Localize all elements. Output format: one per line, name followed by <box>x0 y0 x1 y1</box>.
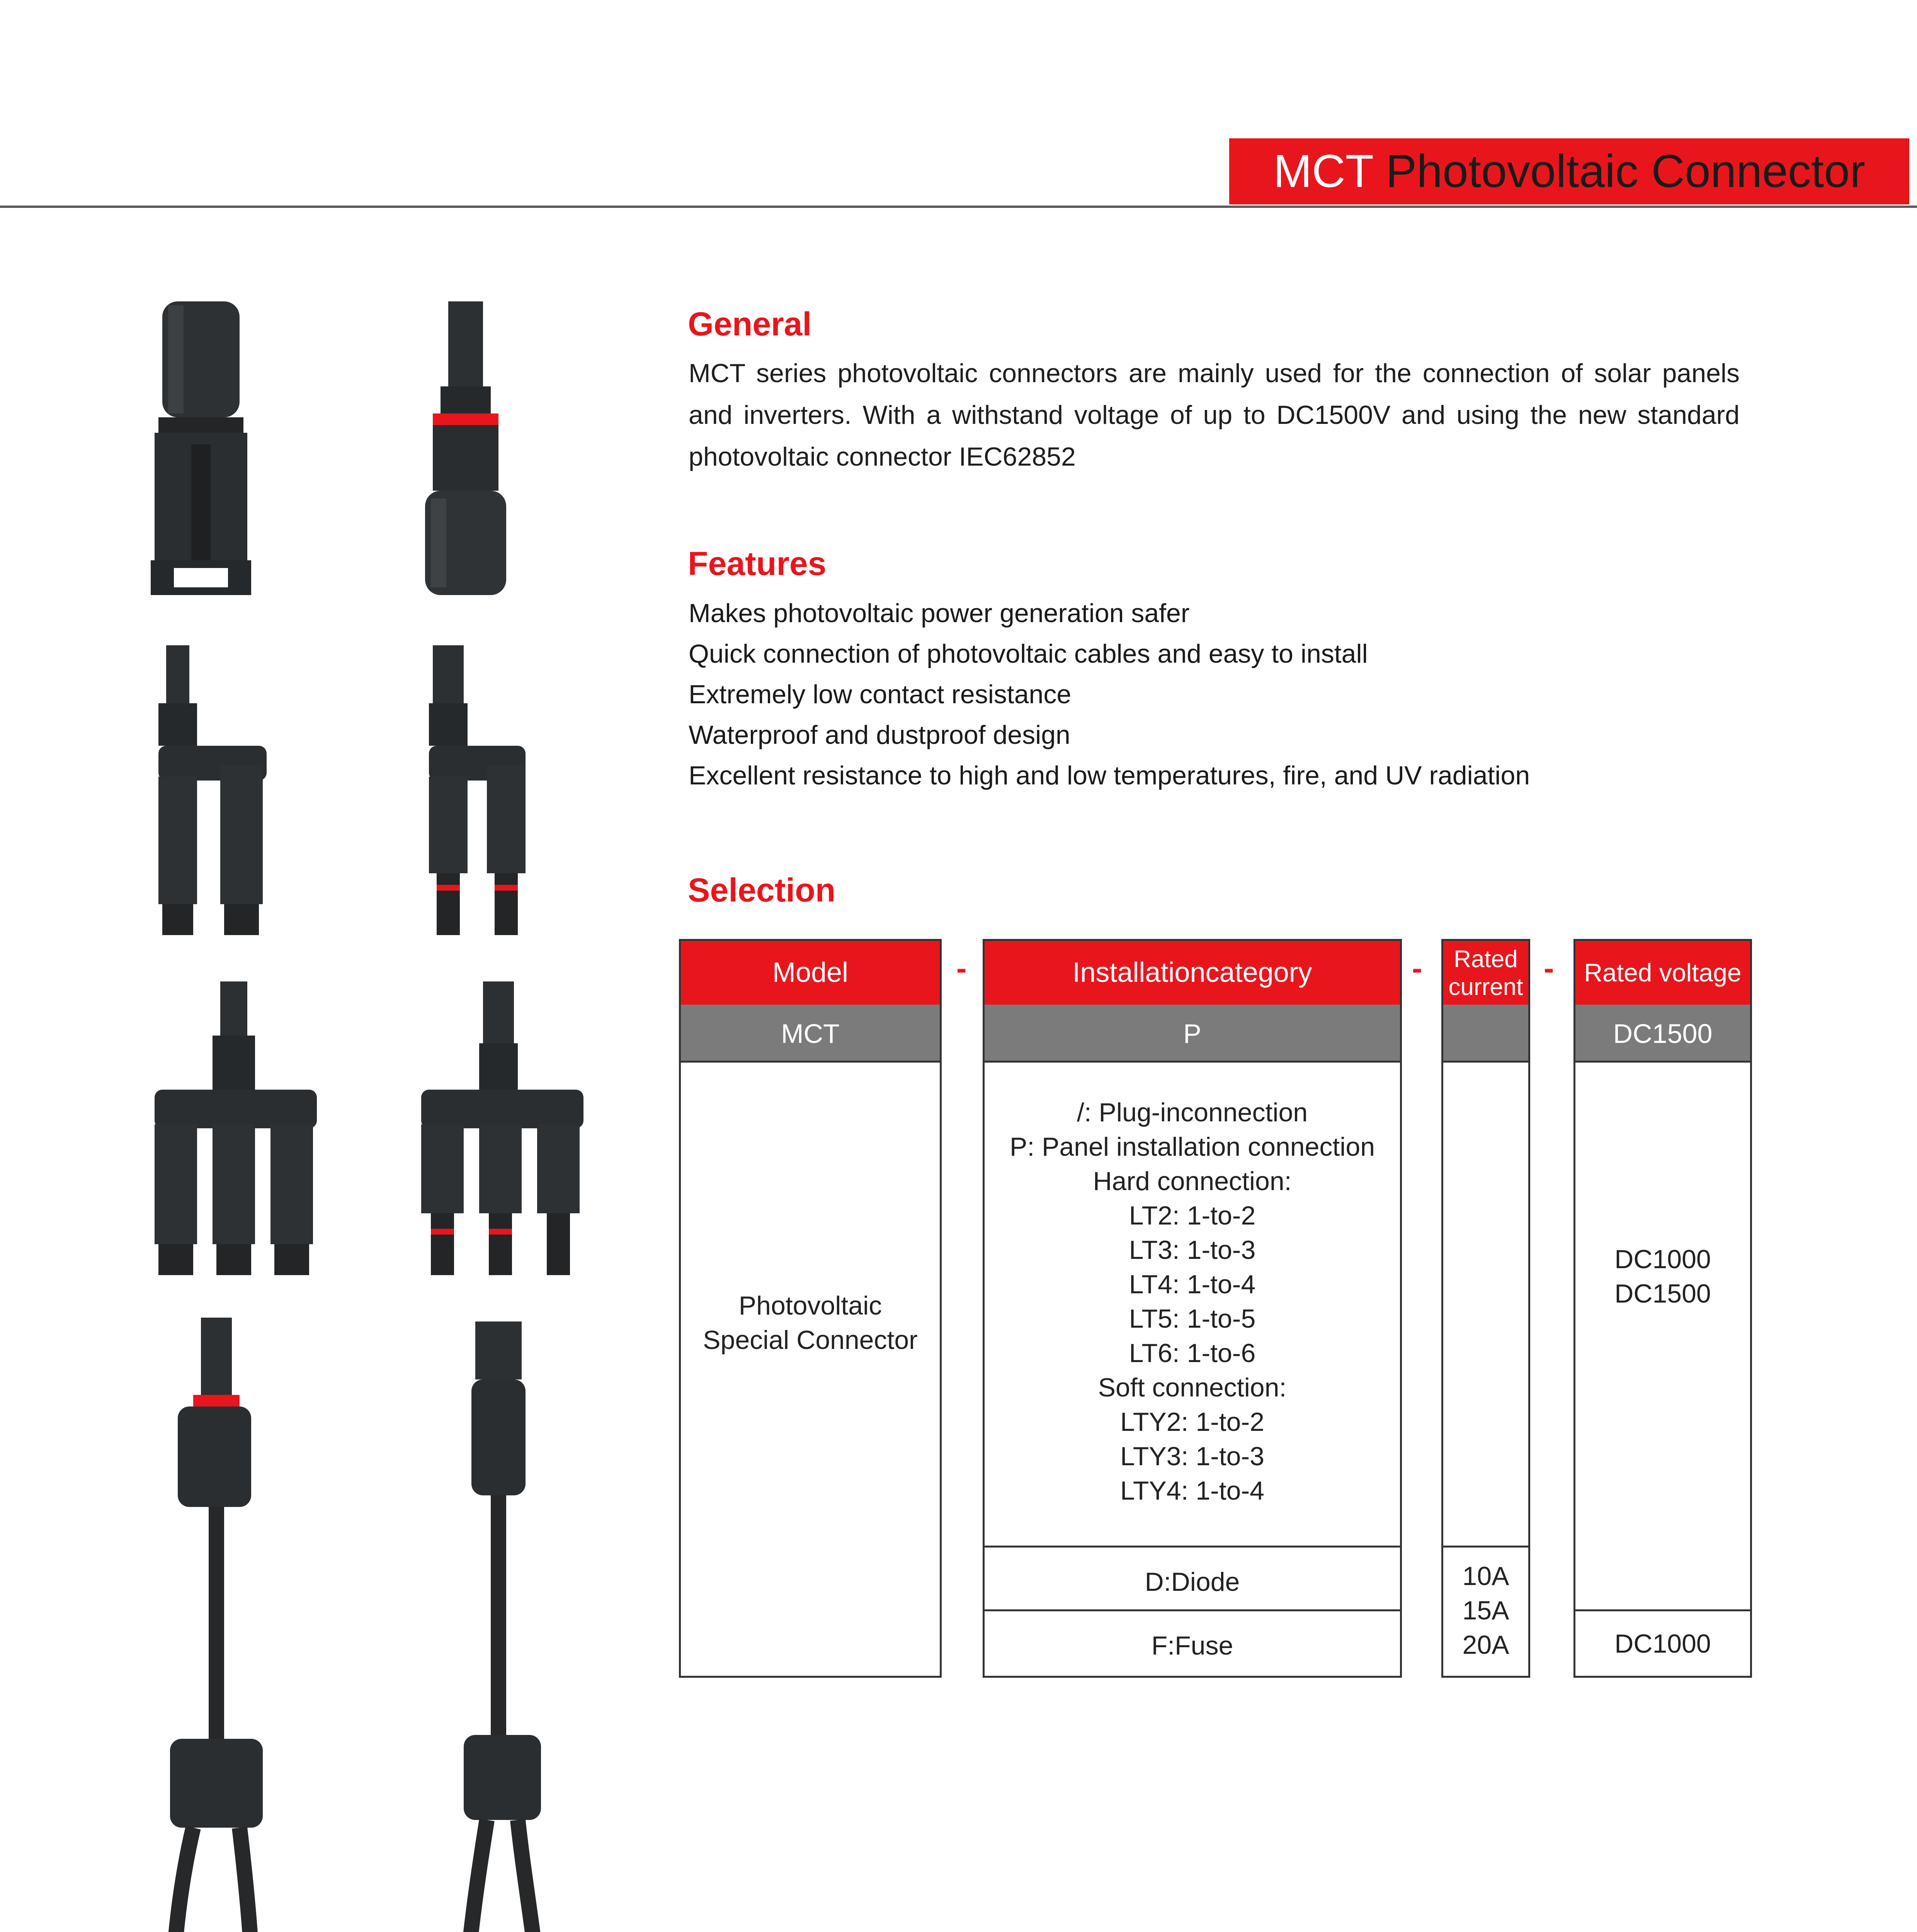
feature-item: Waterproof and dustproof design <box>689 720 1070 750</box>
voltage-column <box>1573 939 1752 1678</box>
installation-diode: D:Diode <box>1145 1567 1240 1597</box>
header-rule <box>0 206 1917 208</box>
feature-item: Excellent resistance to high and low temperatures, fire, and UV radiation <box>689 761 1530 790</box>
model-description-line-1: Photovoltaic <box>738 1291 882 1320</box>
installation-line: Soft connection: <box>1098 1373 1287 1402</box>
features-list <box>689 593 1530 796</box>
voltage-header: Rated voltage <box>1575 941 1750 1005</box>
general-heading: General <box>688 306 812 343</box>
t-branch-2-male-image <box>417 638 533 939</box>
y-cable-female-image <box>147 1314 309 1932</box>
separator-dash: - <box>1412 951 1422 985</box>
installation-line: LTY4: 1-to-4 <box>1120 1476 1264 1505</box>
male-connector-image <box>417 298 514 599</box>
current-header-line-1: Rated <box>1454 946 1518 973</box>
model-header: Model <box>681 941 940 1005</box>
features-heading: Features <box>688 545 827 582</box>
voltage-code: DC1500 <box>1575 1005 1750 1063</box>
row-divider <box>985 1609 1400 1611</box>
model-code: MCT <box>681 1005 940 1063</box>
row-divider <box>985 1546 1400 1548</box>
installation-header: Installationcategory <box>985 941 1400 1005</box>
y-cable-male-image <box>417 1314 587 1932</box>
installation-line: LT6: 1-to-6 <box>1129 1338 1256 1368</box>
voltage-fuse-value: DC1000 <box>1614 1629 1711 1658</box>
current-value: 10A <box>1462 1561 1509 1591</box>
installation-line: /: Plug-inconnection <box>1077 1098 1308 1127</box>
t-branch-2-female-image <box>147 638 270 939</box>
current-code-empty <box>1443 1005 1528 1063</box>
installation-line: LTY3: 1-to-3 <box>1120 1442 1264 1471</box>
installation-line: LTY2: 1-to-2 <box>1120 1407 1264 1437</box>
current-header <box>1443 941 1528 1005</box>
voltage-value: DC1500 <box>1614 1279 1711 1308</box>
title-product: Photovoltaic Connector <box>1386 145 1865 197</box>
installation-line: P: Panel installation connection <box>1009 1132 1375 1162</box>
feature-item: Extremely low contact resistance <box>689 680 1072 709</box>
installation-line: Hard connection: <box>1093 1167 1292 1196</box>
t-branch-3-male-image <box>417 978 595 1279</box>
row-divider <box>1575 1609 1750 1611</box>
current-value: 20A <box>1462 1630 1509 1660</box>
page-title <box>1229 138 1909 204</box>
installation-line: LT4: 1-to-4 <box>1129 1270 1256 1299</box>
installation-line: LT5: 1-to-5 <box>1129 1304 1256 1333</box>
feature-item: Quick connection of photovoltaic cables and easy to install <box>689 639 1368 668</box>
row-divider <box>1443 1546 1528 1548</box>
model-description-line-2: Special Connector <box>703 1325 918 1355</box>
installation-fuse: F:Fuse <box>1151 1631 1233 1660</box>
female-connector-image <box>147 298 255 599</box>
installation-code: P <box>985 1005 1400 1063</box>
voltage-value: DC1000 <box>1614 1245 1711 1274</box>
current-column <box>1441 939 1530 1678</box>
installation-column <box>983 939 1402 1678</box>
model-column <box>679 939 942 1678</box>
separator-dash: - <box>1544 951 1554 985</box>
current-header-line-2: current <box>1448 974 1523 1000</box>
t-branch-3-female-image <box>147 978 325 1279</box>
installation-line: LT2: 1-to-2 <box>1129 1201 1256 1230</box>
separator-dash: - <box>956 951 967 985</box>
feature-item: Makes photovoltaic power generation safer <box>689 599 1190 628</box>
general-text: MCT series photovoltaic connectors are mainly used for the connection of solar panels and inverters. With a withstand voltage of up to DC1500V and using the new standard photovoltaic connector IEC62852 <box>689 359 1740 471</box>
current-value: 15A <box>1462 1596 1509 1625</box>
selection-heading: Selection <box>688 872 836 909</box>
title-brand: MCT <box>1273 145 1373 197</box>
installation-line: LT3: 1-to-3 <box>1129 1235 1256 1265</box>
